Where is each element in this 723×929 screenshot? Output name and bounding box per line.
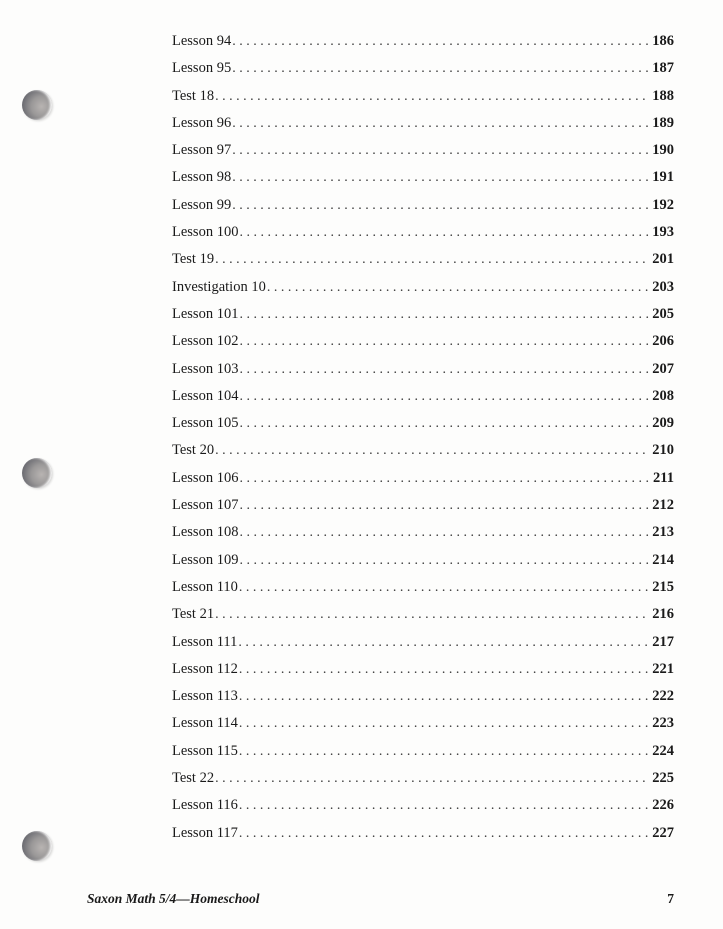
toc-entry-label: Lesson 115 — [172, 742, 238, 759]
toc-entry-label: Lesson 107 — [172, 497, 239, 514]
toc-entry[interactable] — [172, 306, 674, 333]
toc-entry-label: Lesson 96 — [172, 114, 232, 131]
toc-entry[interactable] — [172, 142, 674, 169]
toc-entry-page-number: 210 — [652, 442, 674, 459]
toc-entry-label: Test 19 — [172, 251, 215, 268]
toc-entry[interactable] — [172, 688, 674, 715]
dot-leader — [215, 89, 650, 105]
toc-entry-page-number: 188 — [652, 87, 674, 104]
toc-entry-page-number: 209 — [652, 415, 674, 432]
toc-entry-label: Lesson 99 — [172, 196, 232, 213]
toc-entry[interactable] — [172, 169, 674, 196]
toc-entry-label: Lesson 95 — [172, 60, 232, 77]
dot-leader — [238, 635, 650, 651]
toc-entry-page-number: 187 — [652, 60, 674, 77]
toc-entry-label: Lesson 109 — [172, 551, 239, 568]
dot-leader — [232, 116, 650, 132]
dot-leader — [232, 198, 650, 214]
toc-entry[interactable] — [172, 797, 674, 824]
toc-entry-label: Test 18 — [172, 87, 215, 104]
toc-entry[interactable] — [172, 33, 674, 60]
toc-entry-label: Lesson 108 — [172, 524, 239, 541]
toc-entry-page-number: 186 — [652, 33, 674, 49]
toc-entry[interactable] — [172, 606, 674, 633]
toc-entry-page-number: 214 — [652, 551, 674, 568]
toc-entry-page-number: 208 — [652, 387, 674, 404]
dot-leader — [239, 662, 650, 678]
toc-entry[interactable] — [172, 497, 674, 524]
dot-leader — [239, 826, 650, 842]
toc-entry-page-number: 211 — [653, 469, 674, 486]
toc-entry[interactable] — [172, 634, 674, 661]
toc-entry-label: Lesson 94 — [172, 33, 232, 49]
toc-entry[interactable] — [172, 115, 674, 142]
toc-entry[interactable] — [172, 361, 674, 388]
toc-entry-page-number: 223 — [652, 715, 674, 732]
toc-entry[interactable] — [172, 524, 674, 551]
toc-entry[interactable] — [172, 333, 674, 360]
toc-entry[interactable] — [172, 715, 674, 742]
dot-leader — [239, 362, 650, 378]
toc-entry-label: Lesson 102 — [172, 333, 239, 350]
toc-entry-label: Lesson 97 — [172, 142, 232, 159]
toc-entry[interactable] — [172, 825, 674, 852]
toc-entry-label: Lesson 111 — [172, 633, 238, 650]
toc-entry[interactable] — [172, 88, 674, 115]
toc-entry-label: Lesson 110 — [172, 578, 238, 595]
toc-entry[interactable] — [172, 415, 674, 442]
dot-leader — [232, 61, 650, 77]
toc-entry-label: Lesson 100 — [172, 224, 239, 241]
toc-entry-label: Test 22 — [172, 770, 215, 787]
toc-entry[interactable] — [172, 224, 674, 251]
page-footer — [87, 891, 674, 907]
toc-entry-page-number: 221 — [652, 660, 674, 677]
dot-leader — [215, 607, 650, 623]
toc-entry-label: Lesson 101 — [172, 305, 239, 322]
toc-entry-label: Lesson 106 — [172, 469, 239, 486]
toc-entry-page-number: 213 — [652, 524, 674, 541]
toc-entry-label: Test 20 — [172, 442, 215, 459]
dot-leader — [215, 252, 650, 268]
dot-leader — [239, 798, 650, 814]
punch-hole-top — [22, 90, 52, 120]
toc-entry-page-number: 190 — [652, 142, 674, 159]
toc-entry-page-number: 206 — [652, 333, 674, 350]
toc-entry[interactable] — [172, 470, 674, 497]
dot-leader — [239, 334, 650, 350]
toc-entry-page-number: 224 — [652, 742, 674, 759]
dot-leader — [215, 443, 650, 459]
dot-leader — [239, 525, 650, 541]
dot-leader — [239, 689, 650, 705]
toc-entry-page-number: 207 — [652, 360, 674, 377]
toc-entry-label: Lesson 113 — [172, 688, 238, 705]
toc-entry-page-number: 222 — [652, 688, 674, 705]
toc-entry[interactable] — [172, 552, 674, 579]
dot-leader — [239, 307, 650, 323]
toc-entry-label: Lesson 104 — [172, 387, 239, 404]
toc-entry[interactable] — [172, 60, 674, 87]
dot-leader — [232, 143, 650, 159]
toc-entry-page-number: 217 — [652, 633, 674, 650]
toc-entry[interactable] — [172, 442, 674, 469]
toc-entry-label: Investigation 10 — [172, 278, 266, 295]
toc-entry-label: Lesson 98 — [172, 169, 232, 186]
toc-entry[interactable] — [172, 579, 674, 606]
dot-leader — [239, 553, 650, 569]
toc-entry-page-number: 227 — [652, 824, 674, 841]
punch-hole-bottom — [22, 831, 52, 861]
toc-entry[interactable] — [172, 197, 674, 224]
toc-entry-page-number: 215 — [652, 578, 674, 595]
toc-entry-label: Lesson 103 — [172, 360, 239, 377]
dot-leader — [239, 498, 650, 514]
toc-entry-page-number: 203 — [652, 278, 674, 295]
toc-entry-label: Lesson 105 — [172, 415, 239, 432]
toc-entry-page-number: 226 — [652, 797, 674, 814]
toc-entry-page-number: 192 — [652, 196, 674, 213]
dot-leader — [232, 170, 650, 186]
dot-leader — [215, 771, 650, 787]
toc-entry-label: Lesson 117 — [172, 824, 238, 841]
dot-leader — [239, 389, 650, 405]
dot-leader — [239, 580, 650, 596]
toc-entry-page-number: 191 — [652, 169, 674, 186]
dot-leader — [239, 416, 650, 432]
footer-page-number: 7 — [667, 891, 674, 906]
punch-hole-middle — [22, 458, 52, 488]
table-of-contents — [172, 33, 674, 852]
toc-entry-label: Test 21 — [172, 606, 215, 623]
toc-entry-label: Lesson 112 — [172, 660, 238, 677]
dot-leader — [232, 34, 650, 50]
toc-entry[interactable] — [172, 388, 674, 415]
toc-entry-page-number: 193 — [652, 224, 674, 241]
toc-entry-page-number: 201 — [652, 251, 674, 268]
toc-entry-label: Lesson 114 — [172, 715, 238, 732]
toc-entry[interactable] — [172, 279, 674, 306]
toc-entry-page-number: 225 — [652, 770, 674, 787]
toc-entry-page-number: 189 — [652, 114, 674, 131]
dot-leader — [267, 280, 650, 296]
toc-entry-label: Lesson 116 — [172, 797, 238, 814]
dot-leader — [239, 471, 651, 487]
toc-entry[interactable] — [172, 251, 674, 278]
dot-leader — [239, 744, 650, 760]
toc-entry[interactable] — [172, 661, 674, 688]
toc-entry-page-number: 212 — [652, 497, 674, 514]
toc-entry-page-number: 216 — [652, 606, 674, 623]
toc-entry-page-number: 205 — [652, 305, 674, 322]
dot-leader — [239, 225, 650, 241]
toc-entry[interactable] — [172, 770, 674, 797]
dot-leader — [239, 716, 650, 732]
footer-book-title: Saxon Math 5/4—Homeschool — [87, 891, 260, 906]
toc-entry[interactable] — [172, 743, 674, 770]
